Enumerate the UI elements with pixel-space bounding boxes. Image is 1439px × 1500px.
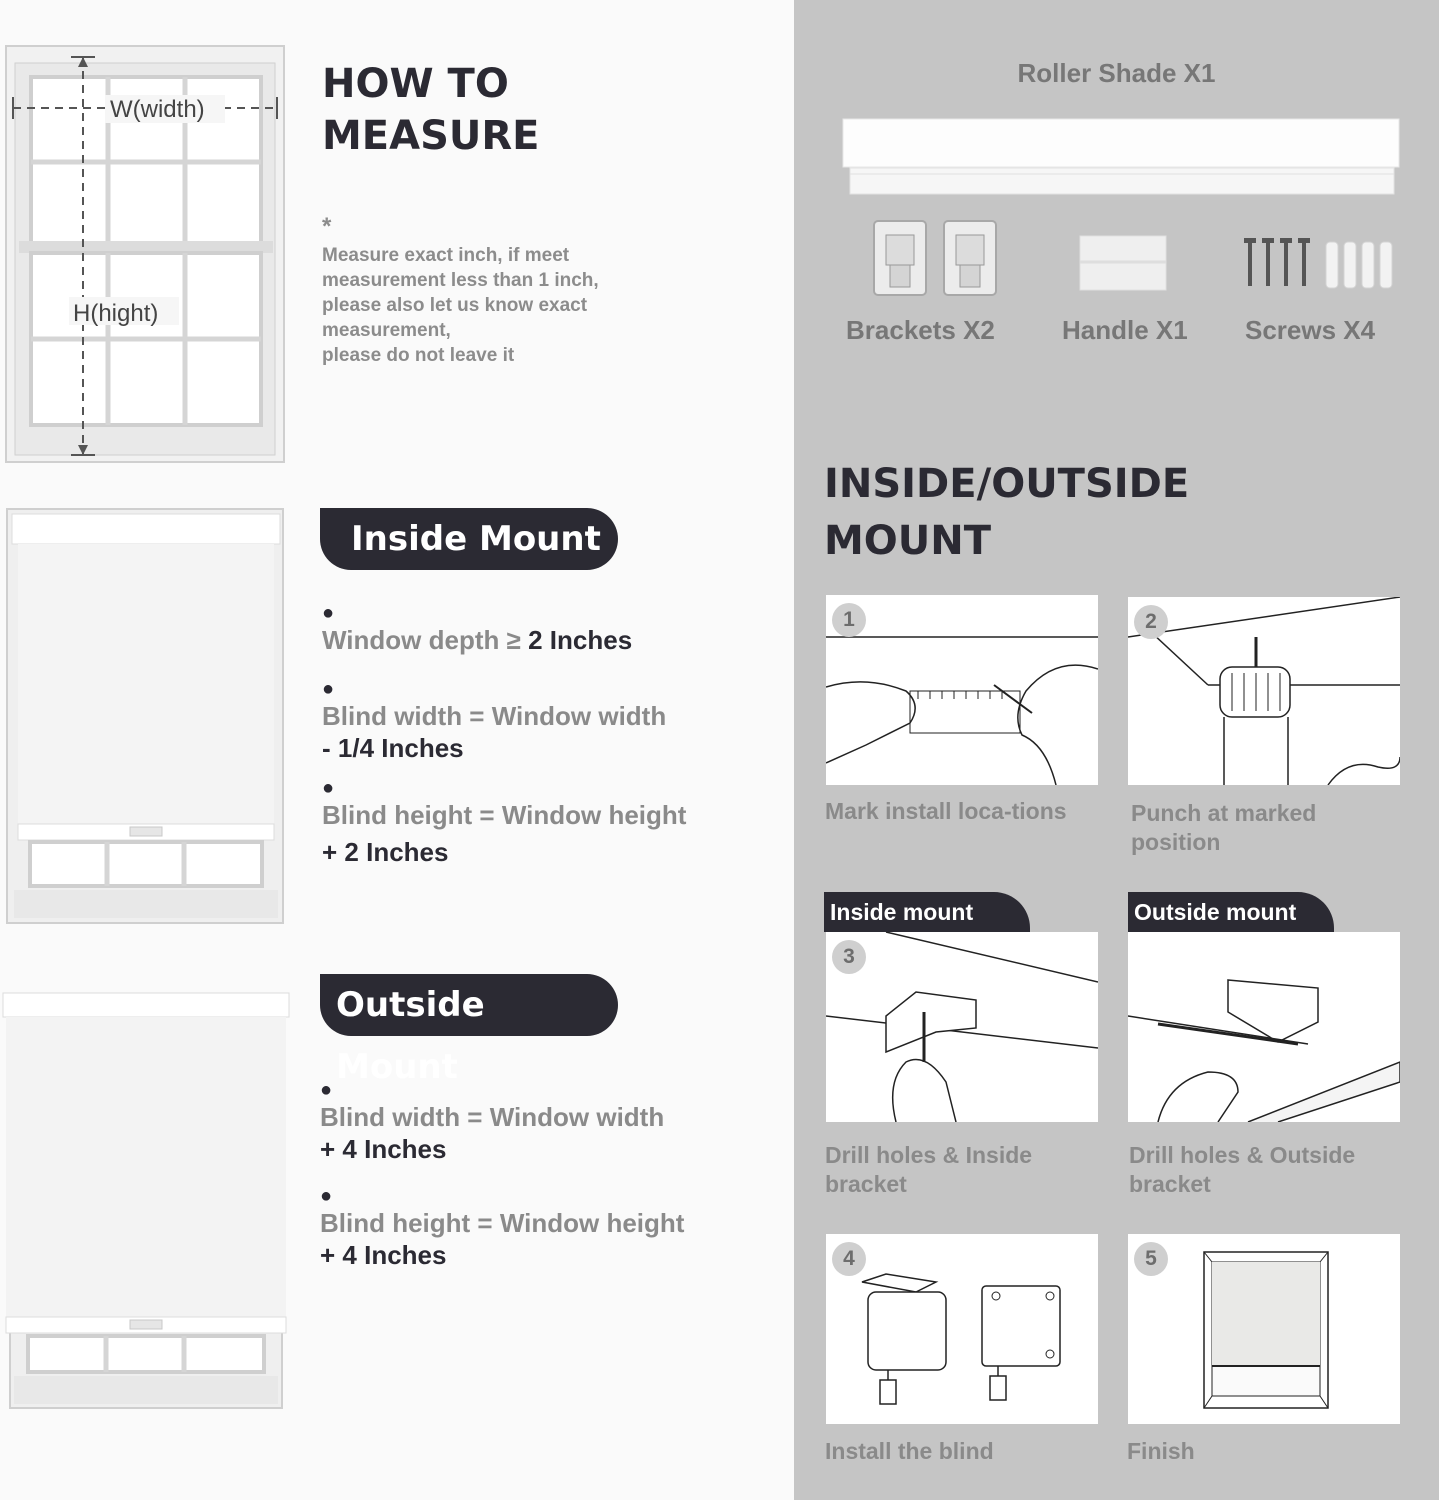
inside-bullet-width xyxy=(322,678,666,764)
step-1-caption: Mark install loca-tions xyxy=(825,798,1067,824)
inside-mount-tab: Inside mount xyxy=(824,892,1030,932)
bullet-dot: ● xyxy=(320,1185,333,1207)
outside-mount-illustration xyxy=(2,992,290,1412)
step-number: 3 xyxy=(832,940,866,974)
step-3-outside-caption: Drill holes & Outside bracket xyxy=(1129,1142,1356,1197)
note-asterisk: * xyxy=(322,213,332,240)
title-line-2: MEASURE xyxy=(322,113,540,159)
note-line: Measure exact inch, if meet xyxy=(322,245,570,266)
step-number: 1 xyxy=(832,603,866,637)
bullet-label: Window depth ≥ xyxy=(322,625,529,655)
inside-outside-mount-title xyxy=(824,456,1189,570)
bullet-value: + 4 Inches xyxy=(320,1240,447,1270)
step-4-caption: Install the blind xyxy=(825,1438,994,1464)
handle-image xyxy=(1078,234,1168,292)
step-1-image xyxy=(826,595,1098,785)
title-line-1: HOW TO xyxy=(322,61,509,107)
inside-mount-title: Inside Mount xyxy=(320,508,618,570)
inside-bullet-height xyxy=(322,777,686,868)
bullet-value: - 1/4 Inches xyxy=(322,733,464,763)
bullet-dot: ● xyxy=(322,777,335,799)
step-number: 5 xyxy=(1134,1242,1168,1276)
note-line: please do not leave it xyxy=(322,345,515,366)
step-number: 2 xyxy=(1134,605,1168,639)
outside-bullet-width xyxy=(320,1079,664,1165)
step-number: 4 xyxy=(832,1242,866,1276)
brackets-label: Brackets X2 xyxy=(846,315,995,345)
screws-label: Screws X4 xyxy=(1245,315,1376,345)
step-5-drawing xyxy=(1128,1234,1400,1424)
measure-note xyxy=(322,243,762,368)
step-3-drawing xyxy=(826,932,1098,1122)
step-2-image xyxy=(1128,597,1400,785)
handle-label: Handle X1 xyxy=(1062,315,1188,345)
bullet-label: Blind height = Window height xyxy=(322,800,687,830)
bullet-value: + 4 Inches xyxy=(320,1134,447,1164)
step-5-image xyxy=(1128,1234,1400,1424)
step-1-drawing xyxy=(826,595,1098,785)
inside-bullet-depth xyxy=(322,602,632,656)
note-line: measurement, xyxy=(322,320,451,341)
roller-shade-label: Roller Shade X1 xyxy=(1017,58,1216,88)
bullet-value: + 2 Inches xyxy=(322,837,449,867)
step-3-outside-image xyxy=(1128,932,1400,1122)
step-4-drawing xyxy=(826,1234,1098,1424)
bullet-value: 2 Inches xyxy=(528,625,633,655)
roller-shade-image xyxy=(842,118,1402,198)
bullet-label: Blind height = Window height xyxy=(320,1208,685,1238)
note-line: please also let us know exact xyxy=(322,295,588,316)
how-to-measure-title xyxy=(322,58,540,162)
bullet-dot: ● xyxy=(322,602,335,624)
step-3-outside-drawing xyxy=(1128,932,1400,1122)
step-5-caption: Finish xyxy=(1127,1438,1195,1464)
bullet-label: Blind width = Window width xyxy=(322,701,667,731)
bullet-dot: ● xyxy=(320,1079,333,1101)
step-2-caption: Punch at marked position xyxy=(1131,800,1317,855)
brackets-image xyxy=(868,215,1008,300)
step-4-image xyxy=(826,1234,1098,1424)
window-measure-illustration xyxy=(5,45,287,465)
bullet-dot: ● xyxy=(322,678,335,700)
right-panel xyxy=(794,0,1439,1500)
step-3-caption: Drill holes & Inside bracket xyxy=(825,1142,1033,1197)
note-line: measurement less than 1 inch, xyxy=(322,270,599,291)
width-label: W(width) xyxy=(110,96,205,123)
screws-image xyxy=(1242,236,1396,294)
step-3-image xyxy=(826,932,1098,1122)
title-line-1: INSIDE/OUTSIDE xyxy=(824,461,1190,507)
step-2-drawing xyxy=(1128,597,1400,785)
outside-mount-title: Outside Mount xyxy=(320,974,618,1036)
outside-mount-tab: Outside mount xyxy=(1128,892,1334,932)
bullet-label: Blind width = Window width xyxy=(320,1102,665,1132)
inside-mount-illustration xyxy=(6,508,286,926)
outside-bullet-height xyxy=(320,1185,684,1271)
title-line-2: MOUNT xyxy=(824,518,992,564)
height-label: H(hight) xyxy=(73,300,159,327)
